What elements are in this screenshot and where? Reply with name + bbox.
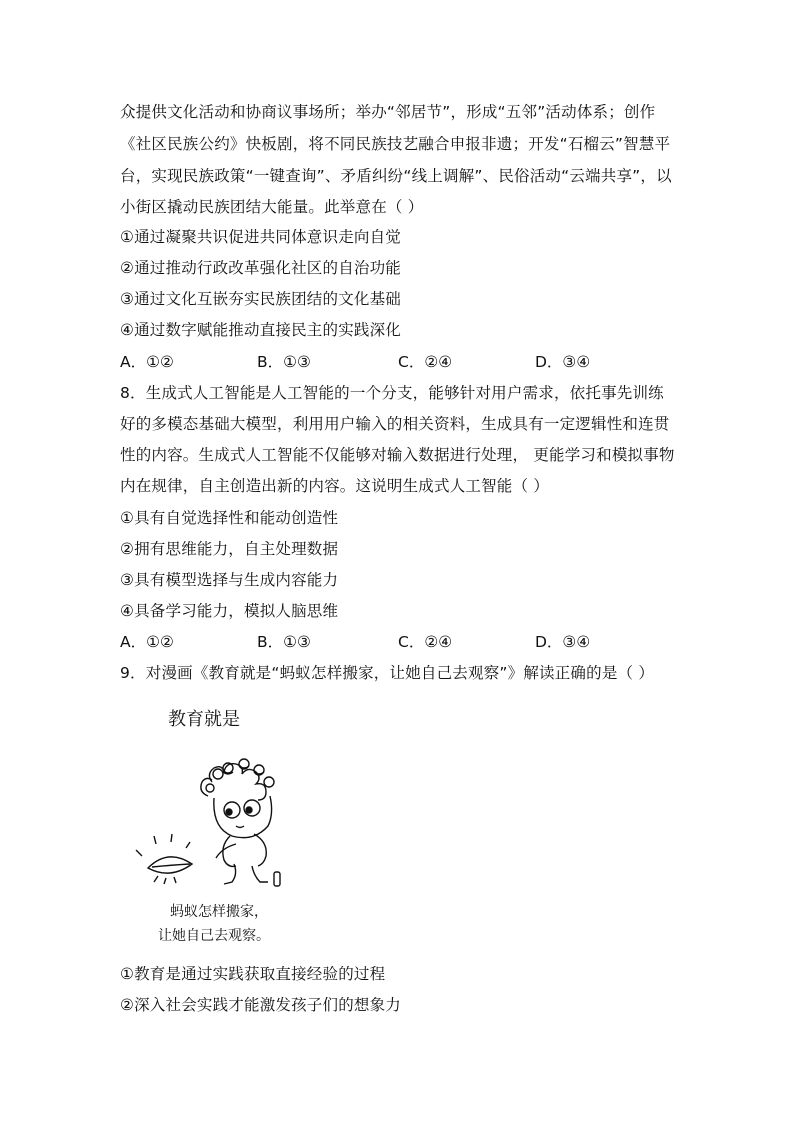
q8-statement-4: ④具备学习能力，模拟人脑思维 xyxy=(120,602,339,620)
q7-statement-2: ②通过推动行政改革强化社区的自治功能 xyxy=(120,259,401,277)
q8-stem-line-3: 性的内容。生成式人工智能不仅能够对输入数据进行处理， 更能学习和模拟事物 xyxy=(120,446,675,464)
girl-body xyxy=(216,834,280,886)
cartoon-caption-line-2: 让她自己去观察。 xyxy=(158,928,270,944)
q9-statement-1: ①教育是通过实践获取直接经验的过程 xyxy=(120,965,386,983)
leaf-with-ants xyxy=(136,834,192,884)
q9-statement-2: ②深入社会实践才能激发孩子们的想象力 xyxy=(120,996,401,1014)
q7-statement-3: ③通过文化互嵌夯实民族团结的文化基础 xyxy=(120,290,401,308)
q9-stem: 9．对漫画《教育就是“蚂蚁怎样搬家，让她自己去观察”》解读正确的是（ ） xyxy=(120,664,655,682)
q8-statement-1: ①具有自觉选择性和能动创造性 xyxy=(120,509,339,527)
cartoon-illustration xyxy=(128,700,308,948)
q8-option-b[interactable]: B．①③ xyxy=(257,633,311,651)
q8-statement-2: ②拥有思维能力，自主处理数据 xyxy=(120,540,339,558)
q8-option-a[interactable]: A．①② xyxy=(120,633,174,651)
q8-option-c[interactable]: C．②④ xyxy=(398,633,453,651)
cartoon-title: 教育就是 xyxy=(168,709,240,730)
q7-options xyxy=(120,351,680,373)
q7-statement-1: ①通过凝聚共识促进共同体意识走向自觉 xyxy=(120,228,401,246)
q8-options xyxy=(120,631,680,653)
q8-stem-line-2: 好的多模态基础大模型，利用用户输入的相关资料，生成具有一定逻辑性和连贯 xyxy=(120,415,670,433)
q7-stem-line-3: 台，实现民族政策“一键查询”、矛盾纠纷“线上调解”、民俗活动“云端共享”，以 xyxy=(120,167,672,185)
q7-stem-line-4: 小街区撬动民族团结大能量。此举意在（ ） xyxy=(120,198,424,216)
q8-stem-line-1: 8．生成式人工智能是人工智能的一个分支，能够针对用户需求，依托事先训练 xyxy=(120,384,664,402)
cartoon-caption-line-1: 蚂蚁怎样搬家， xyxy=(170,904,268,920)
girl-hair xyxy=(201,759,274,800)
q7-stem-line-2: 《社区民族公约》快板剧，将不同民族技艺融合申报非遗；开发“石榴云”智慧平 xyxy=(120,135,671,153)
q8-stem-line-4: 内在规律，自主创造出新的内容。这说明生成式人工智能（ ） xyxy=(120,477,550,495)
girl-face xyxy=(214,796,272,838)
q7-statement-4: ④通过数字赋能推动直接民主的实践深化 xyxy=(120,321,401,339)
q8-option-d[interactable]: D．③④ xyxy=(535,633,591,651)
q7-option-d[interactable]: D．③④ xyxy=(535,353,591,371)
q7-option-a[interactable]: A．①② xyxy=(120,353,174,371)
q7-option-b[interactable]: B．①③ xyxy=(257,353,311,371)
q7-option-c[interactable]: C．②④ xyxy=(398,353,453,371)
q8-statement-3: ③具有模型选择与生成内容能力 xyxy=(120,571,339,589)
q7-stem-line-1: 众提供文化活动和协商议事场所；举办“邻居节”，形成“五邻”活动体系；创作 xyxy=(120,103,656,121)
